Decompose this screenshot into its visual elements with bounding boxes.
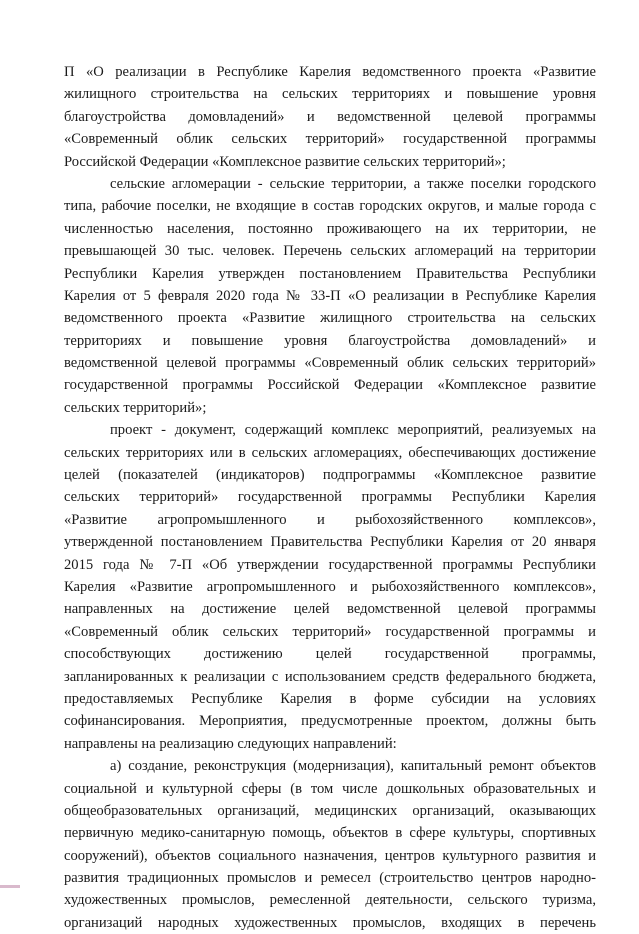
document-line: Российской Федерации «Комплексное развитие сельских территорий»; xyxy=(64,153,506,170)
document-line: сельских территорий» государственной программы Республики Карелия xyxy=(64,489,596,506)
document-line: сельских территориях или в сельских агломерациях, обеспечивающих достижение xyxy=(64,444,596,461)
document-line: Карелия «Развитие агропромышленного и рыбохозяйственного комплексов», xyxy=(64,578,596,595)
document-line: организаций народных художественных промыслов, входящих в перечень xyxy=(64,914,596,931)
document-line: а) создание, реконструкция (модернизация), капитальный ремонт объектов xyxy=(110,758,596,775)
document-line: превышающей 30 тыс. человек. Перечень сельских агломераций на территории xyxy=(64,243,596,260)
document-line: социальной и культурной сферы (в том числе дошкольных образовательных и xyxy=(64,780,596,797)
document-line: Карелия от 5 февраля 2020 года № 33-П «О реализации в Республике Карелия xyxy=(64,287,596,304)
document-line: численностью населения, постоянно проживающего на их территории, не xyxy=(64,220,596,237)
document-line: софинансирования. Мероприятия, предусмотренные проектом, должны быть xyxy=(64,713,596,730)
document-line: территориях и повышение уровня благоустройства домовладений» и xyxy=(64,332,596,349)
document-line: жилищного строительства на сельских территориях и повышение уровня xyxy=(64,86,596,103)
document-line: «Современный облик сельских территорий» государственной программы xyxy=(64,131,596,148)
document-line: «Современный облик сельских территорий» государственной программы и xyxy=(64,623,596,640)
document-line: П «О реализации в Республике Карелия ведомственного проекта «Развитие xyxy=(64,64,596,80)
document-line: направлены на реализацию следующих направлений: xyxy=(64,735,397,752)
document-line: целей (показателей (индикаторов) подпрограммы «Комплексное развитие xyxy=(64,467,596,484)
document-line: благоустройства домовладений» и ведомственной целевой программы xyxy=(64,108,596,125)
document-line: развития традиционных промыслов и ремесел (строительство центров народно- xyxy=(64,870,596,887)
document-line: сельских территорий»; xyxy=(64,399,207,416)
document-line: типа, рабочие поселки, не входящие в состав городских округов, и малые города с xyxy=(64,198,596,215)
document-line: предоставляемых Республике Карелия в форме субсидии на условиях xyxy=(64,690,596,707)
document-line: сельские агломерации - сельские территории, а также поселки городского xyxy=(110,175,596,192)
scan-edge-mark xyxy=(0,885,20,888)
document-line: способствующих достижению целей государственной программы, xyxy=(64,646,596,663)
document-line: Республики Карелия утвержден постановлением Правительства Республики xyxy=(64,265,596,282)
document-line: ведомственного проекта «Развитие жилищного строительства на сельских xyxy=(64,310,596,327)
document-line: проект - документ, содержащий комплекс мероприятий, реализуемых на xyxy=(110,422,596,439)
document-line: общеобразовательных организаций, медицинских организаций, оказывающих xyxy=(64,802,596,819)
document-line: запланированных к реализации с использованием средств федерального бюджета, xyxy=(64,668,596,685)
document-line: 2015 года № 7-П «Об утверждении государственной программы Республики xyxy=(64,556,596,573)
document-line: государственной программы Российской Федерации «Комплексное развитие xyxy=(64,377,596,394)
document-body-text xyxy=(64,61,596,934)
document-line: «Развитие агропромышленного и рыбохозяйственного комплексов», xyxy=(64,511,596,528)
document-line: сооружений), объектов социального назначения, центров культурного развития и xyxy=(64,847,596,864)
document-line: ведомственной целевой программы «Современный облик сельских территорий» xyxy=(64,355,596,372)
document-line: направленных на достижение целей ведомственной целевой программы xyxy=(64,601,596,618)
document-line: утвержденной постановлением Правительства Республики Карелия от 20 января xyxy=(64,534,596,551)
document-line: первичную медико-санитарную помощь, объектов в сфере культуры, спортивных xyxy=(64,825,596,842)
document-line: художественных промыслов, ремесленной деятельности, сельского туризма, xyxy=(64,892,596,909)
